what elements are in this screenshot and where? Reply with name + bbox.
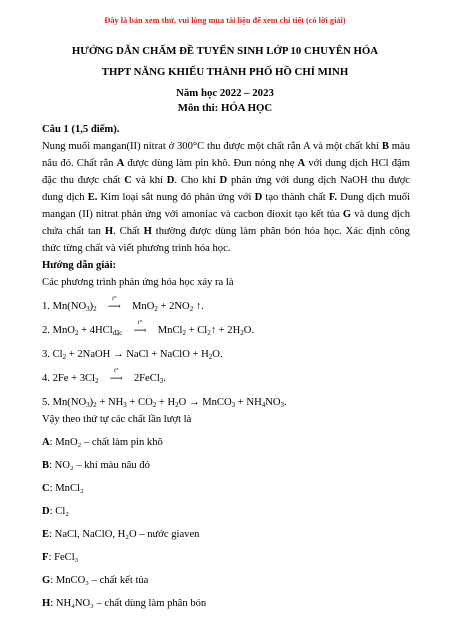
guide-label: Hướng dẫn giải: (42, 260, 117, 271)
answer-item: B: NO₂ – khí màu nâu đỏ (42, 460, 150, 471)
preview-notice[interactable]: Đây là bản xem thử, vui lòng mua tài liệu để xem chi tiết (có lời giải) (104, 16, 346, 25)
question-text: Nung muối mangan(II) nitrat ở 300°C thu được một chất rắn A và một chất khí B màu nâu đỏ. Chất rắn A được dùng làm pin khô. Đun nóng nhẹ A với dung dịch HCl đậm đặc thu được chất C và khí D. Cho khí D phản ứng với dung dịch NaOH thu được dung dịch E. Kim loại sắt nung đỏ phản ứng với D tạo thành chất F. Dung dịch muối mangan (II) nitrat phản ứng với amoniac và cacbon đioxit tạo kết tủa G và dung dịch chứa chất tan H. Chất H thường được dùng làm phân bón hóa học. Xác định công thức từng chất và viết phương trình hóa học. (42, 141, 410, 254)
equation-4: 4. $2Fe + 3Cl_2$ t° ⟶ 2FeCl$_3$. (42, 367, 166, 385)
doc-title-line2: THPT NĂNG KHIẾU THÀNH PHỐ HỒ CHÍ MINH (101, 66, 349, 78)
equation-5: 5. $Mn(NO_3)_2 + NH_3 + CO_2 + H_2O$ → MnCO$_3$ + $NH_4NO_3$. (42, 397, 287, 409)
intro-text: Các phương trình phản ứng hóa học xảy ra là (42, 277, 234, 288)
answer-item: G: MnCO₃ – chất kết tủa (42, 575, 149, 586)
answer-item: E: NaCl, NaClO, H₂O – nước giaven (42, 529, 200, 540)
school-year: Năm học 2022 – 2023 (176, 87, 274, 99)
question-label: Câu 1 (1,5 điểm). (42, 124, 120, 135)
answer-list (42, 434, 410, 612)
answer-item: D: Cl₂ (42, 506, 69, 517)
conclusion-text: Vậy theo thứ tự các chất lần lượt là (42, 414, 192, 425)
equation-2: 2. MnO$_2$ + 4HCl$_{đặc}$ t° ⟶ MnCl$_2$ + $Cl_2↑ + 2H_2O$. (42, 319, 255, 337)
answer-item: A: MnO₂ – chất làm pin khô (42, 437, 163, 448)
equation-3: 3. $Cl_2$ + 2NaOH → NaCl + NaClO + $H_2O$. (42, 349, 223, 361)
doc-title-line1: HƯỚNG DẪN CHẤM ĐỀ TUYỂN SINH LỚP 10 CHUYÊN HÓA (71, 45, 379, 57)
answer-item: H: NH₄NO₃ – chất dùng làm phân bón (42, 598, 207, 609)
subject: Môn thi: HÓA HỌC (177, 102, 273, 114)
answer-item: F: FeCl₃ (42, 552, 79, 563)
equation-1: 1. $Mn(NO_3)_2$ t° ⟶ $MnO_2 + 2NO_2$ ↑. (42, 295, 204, 313)
content-body (42, 116, 410, 612)
answer-item: C: MnCl₂ (42, 483, 84, 494)
